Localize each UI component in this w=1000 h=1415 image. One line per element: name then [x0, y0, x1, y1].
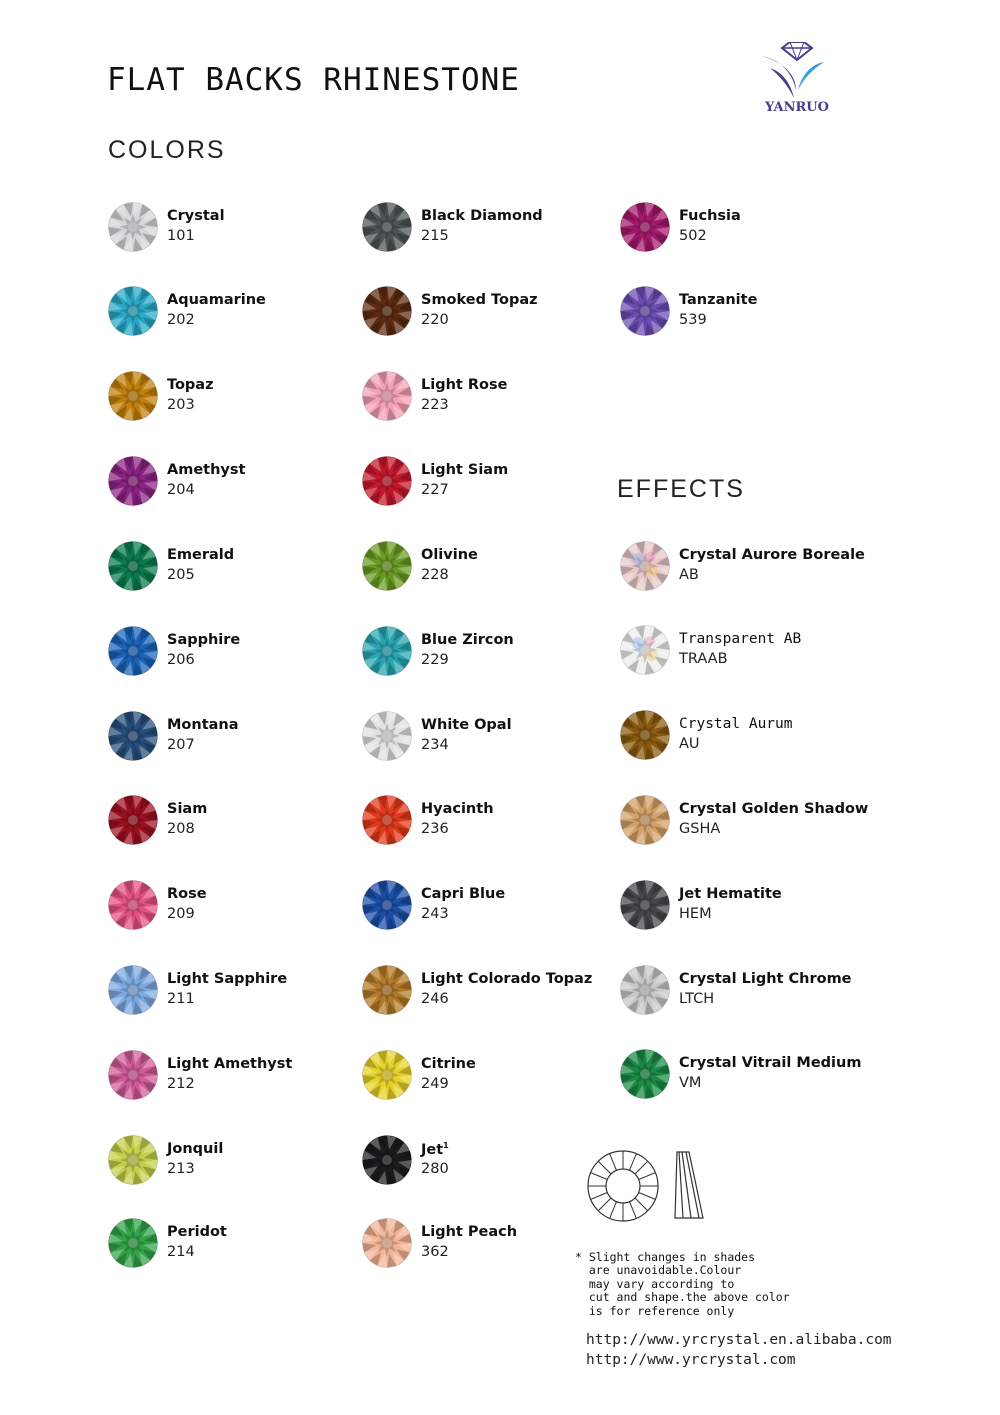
swatch-name-text: Crystal Aurum	[679, 716, 793, 732]
rhinestone-icon	[362, 965, 412, 1015]
diagram-spoke	[598, 1161, 611, 1174]
swatch-capri-blue	[362, 880, 622, 936]
diagram-spoke	[639, 1193, 656, 1200]
swatch-name-text: Emerald	[167, 547, 235, 563]
swatch-code: 214	[167, 1244, 195, 1260]
swatch-name	[167, 801, 207, 817]
swatch-name-text: Light Peach	[421, 1224, 518, 1240]
swatch-code: VM	[679, 1075, 702, 1091]
swatch-siam	[108, 795, 368, 851]
swatch-name	[421, 886, 505, 902]
swatch-name	[167, 1056, 292, 1072]
diagram-spoke	[591, 1193, 608, 1200]
rhinestone-icon	[108, 795, 158, 845]
swatch-name	[679, 631, 801, 647]
rhinestone-icon	[620, 286, 670, 336]
swatch-name-text: Crystal Aurore Boreale	[679, 547, 865, 563]
diagram-spoke	[630, 1154, 637, 1171]
swatch-name	[167, 547, 234, 563]
swatch-name	[421, 292, 538, 308]
swatch-code: 212	[167, 1076, 195, 1092]
page-title: FLAT BACKS RHINESTONE	[107, 62, 520, 98]
swatch-name	[421, 632, 514, 648]
swatch-name-text: Peridot	[167, 1224, 227, 1240]
swatch-name-text: White Opal	[421, 717, 512, 733]
logo-text: YANRUO	[765, 100, 829, 115]
swatch-jet	[362, 1135, 622, 1191]
swatch-name-text: Light Siam	[421, 462, 509, 478]
swatch-crystal-aurum	[620, 710, 880, 766]
swatch-code: 101	[167, 228, 195, 244]
swatch-code: TRAAB	[679, 651, 728, 667]
rhinestone-icon	[620, 541, 670, 591]
swatch-name	[167, 632, 240, 648]
swatch-name-text: Jonquil	[167, 1141, 224, 1157]
swatch-name	[421, 801, 494, 817]
swatch-code: 202	[167, 312, 195, 328]
swatch-name	[167, 462, 245, 478]
rhinestone-icon	[108, 371, 158, 421]
swatch-name	[679, 547, 865, 563]
swatch-name	[679, 801, 868, 817]
swatch-code: 211	[167, 991, 195, 1007]
swatch-code: 246	[421, 991, 449, 1007]
swatch-code: 280	[421, 1161, 449, 1177]
rhinestone-icon	[620, 880, 670, 930]
swatch-name	[167, 292, 266, 308]
swatch-transparent-ab	[620, 625, 880, 681]
swatch-name-text: Aquamarine	[167, 292, 266, 308]
swatch-name	[421, 717, 512, 733]
swatch-crystal	[108, 202, 368, 258]
swatch-name	[421, 1224, 517, 1240]
swatch-name-text: Fuchsia	[679, 208, 741, 224]
swatch-name	[421, 1056, 476, 1072]
diagram-spoke	[635, 1161, 648, 1174]
rhinestone-icon	[108, 965, 158, 1015]
swatch-name	[679, 208, 741, 224]
swatch-hyacinth	[362, 795, 622, 851]
swatch-name-text: Jet	[421, 1141, 444, 1158]
brand-logo	[752, 42, 842, 122]
swatch-smoked-topaz	[362, 286, 622, 342]
swatch-code: 223	[421, 397, 449, 413]
rhinestone-icon	[108, 1050, 158, 1100]
swatch-code: 213	[167, 1161, 195, 1177]
swatch-light-siam	[362, 456, 622, 512]
diagram-spoke	[610, 1154, 617, 1171]
swatch-name	[167, 208, 225, 224]
swatch-crystal-vitrail-medium	[620, 1049, 880, 1105]
swatch-name-text: Capri Blue	[421, 886, 506, 902]
rhinestone-icon	[108, 626, 158, 676]
swatch-name-text: Light Sapphire	[167, 971, 288, 987]
swatch-code: 215	[421, 228, 449, 244]
swatch-name-text: Blue Zircon	[421, 632, 514, 648]
swatch-code: AB	[679, 567, 699, 583]
rhinestone-icon	[108, 541, 158, 591]
swatch-code: 227	[421, 482, 449, 498]
swatch-peridot	[108, 1218, 368, 1274]
diamond-swan-icon	[752, 42, 842, 104]
swatch-name-text: Crystal Vitrail Medium	[679, 1055, 862, 1071]
swatch-name	[421, 971, 592, 987]
swatch-name	[421, 1141, 449, 1158]
diagram-spoke	[635, 1198, 648, 1211]
swatch-olivine	[362, 541, 622, 597]
rhinestone-icon	[362, 711, 412, 761]
swatch-name-text: Crystal Light Chrome	[679, 971, 852, 987]
swatch-amethyst	[108, 456, 368, 512]
swatch-name	[167, 377, 214, 393]
diagram-spoke	[610, 1202, 617, 1219]
swatch-name-text: Light Amethyst	[167, 1056, 293, 1072]
swatch-code: 203	[167, 397, 195, 413]
rhinestone-icon	[620, 795, 670, 845]
swatch-name	[167, 1141, 223, 1157]
rhinestone-icon	[362, 371, 412, 421]
swatch-name-text: Olivine	[421, 547, 478, 563]
swatch-name-text: Light Colorado Topaz	[421, 971, 593, 987]
swatch-jet-hematite	[620, 880, 880, 936]
swatch-code: 243	[421, 906, 449, 922]
swatch-code: AU	[679, 736, 700, 752]
swatch-light-sapphire	[108, 965, 368, 1021]
swatch-code: 205	[167, 567, 195, 583]
rhinestone-icon	[362, 626, 412, 676]
swatch-name-text: Black Diamond	[421, 208, 543, 224]
swatch-code: 362	[421, 1244, 449, 1260]
rhinestone-icon	[620, 202, 670, 252]
swatch-code: HEM	[679, 906, 712, 922]
rhinestone-icon	[362, 1050, 412, 1100]
swatch-name-text: Smoked Topaz	[421, 292, 538, 308]
swatch-name-text: Crystal	[167, 208, 225, 224]
swatch-name	[679, 292, 757, 308]
rhinestone-icon	[620, 710, 670, 760]
swatch-name	[421, 377, 507, 393]
rhinestone-icon	[362, 541, 412, 591]
swatch-name-text: Citrine	[421, 1056, 476, 1072]
diagram-spoke	[639, 1173, 656, 1180]
swatch-blue-zircon	[362, 626, 622, 682]
swatch-jonquil	[108, 1135, 368, 1191]
swatch-code: 209	[167, 906, 195, 922]
swatch-code: 229	[421, 652, 449, 668]
rhinestone-icon	[362, 202, 412, 252]
swatch-name-text: Rose	[167, 886, 207, 902]
swatch-name-text: Jet Hematite	[679, 886, 782, 902]
rhinestone-icon	[362, 1135, 412, 1185]
swatch-code: 204	[167, 482, 195, 498]
swatch-name	[679, 971, 852, 987]
diagram-spoke	[591, 1173, 608, 1180]
rhinestone-icon	[108, 456, 158, 506]
swatch-code: 206	[167, 652, 195, 668]
swatch-light-rose	[362, 371, 622, 427]
swatch-name	[679, 716, 793, 732]
swatch-code: 236	[421, 821, 449, 837]
swatch-crystal-aurore-boreale	[620, 541, 880, 597]
swatch-code: 207	[167, 737, 195, 753]
rhinestone-icon	[108, 286, 158, 336]
rhinestone-icon	[108, 202, 158, 252]
swatch-code: 539	[679, 312, 707, 328]
swatch-black-diamond	[362, 202, 622, 258]
disclaimer-note: * Slight changes in shades are unavoidable.Colour may vary according to cut and shape.the above color is for reference only	[575, 1250, 790, 1318]
swatch-name-text: Transparent AB	[679, 631, 802, 647]
swatch-code: 234	[421, 737, 449, 753]
swatch-sapphire	[108, 626, 368, 682]
swatch-white-opal	[362, 711, 622, 767]
swatch-name	[167, 886, 207, 902]
swatch-name-text: Topaz	[167, 377, 214, 393]
swatch-code: 249	[421, 1076, 449, 1092]
swatch-emerald	[108, 541, 368, 597]
swatch-name	[421, 547, 478, 563]
swatch-crystal-golden-shadow	[620, 795, 880, 851]
swatch-tanzanite	[620, 286, 880, 342]
rhinestone-icon	[108, 880, 158, 930]
rhinestone-diagram-icon	[585, 1148, 725, 1228]
swatch-name	[679, 886, 782, 902]
swatch-name-text: Siam	[167, 801, 208, 817]
swatch-light-amethyst	[108, 1050, 368, 1106]
effects-heading: EFFECTS	[617, 475, 745, 503]
swatch-name	[421, 208, 543, 224]
swatch-citrine	[362, 1050, 622, 1106]
diagram-spoke	[630, 1202, 637, 1219]
swatch-aquamarine	[108, 286, 368, 342]
swatch-montana	[108, 711, 368, 767]
swatch-name-text: Hyacinth	[421, 801, 494, 817]
swatch-name	[421, 462, 508, 478]
swatch-name-text: Sapphire	[167, 632, 241, 648]
rhinestone-icon	[620, 1049, 670, 1099]
swatch-name-text: Tanzanite	[679, 292, 758, 308]
swatch-rose	[108, 880, 368, 936]
swatch-name	[679, 1055, 861, 1071]
swatch-code: 502	[679, 228, 707, 244]
swatch-code: 220	[421, 312, 449, 328]
footnote-marker: 1	[443, 1141, 449, 1150]
rhinestone-icon	[108, 711, 158, 761]
rhinestone-icon	[362, 456, 412, 506]
swatch-name-text: Light Rose	[421, 377, 508, 393]
rhinestone-icon	[362, 286, 412, 336]
swatch-fuchsia	[620, 202, 880, 258]
swatch-name	[167, 717, 239, 733]
swatch-code: GSHA	[679, 821, 721, 837]
swatch-name-text: Montana	[167, 717, 239, 733]
swatch-topaz	[108, 371, 368, 427]
swatch-name-text: Amethyst	[167, 462, 246, 478]
rhinestone-icon	[362, 795, 412, 845]
swatch-code: LTCH	[679, 991, 715, 1007]
swatch-light-colorado-topaz	[362, 965, 622, 1021]
swatch-code: 208	[167, 821, 195, 837]
url-alibaba-link[interactable]: http://www.yrcrystal.en.alibaba.com	[586, 1332, 892, 1348]
rhinestone-icon	[108, 1135, 158, 1185]
rhinestone-icon	[108, 1218, 158, 1268]
colors-heading: COLORS	[108, 136, 226, 164]
swatch-crystal-light-chrome	[620, 965, 880, 1021]
swatch-name	[167, 971, 287, 987]
url-website-link[interactable]: http://www.yrcrystal.com	[586, 1352, 796, 1368]
swatch-name	[167, 1224, 227, 1240]
rhinestone-icon	[362, 880, 412, 930]
swatch-name-text: Crystal Golden Shadow	[679, 801, 869, 817]
rhinestone-icon	[362, 1218, 412, 1268]
swatch-code: 228	[421, 567, 449, 583]
rhinestone-icon	[620, 625, 670, 675]
diagram-spoke	[598, 1198, 611, 1211]
rhinestone-icon	[620, 965, 670, 1015]
